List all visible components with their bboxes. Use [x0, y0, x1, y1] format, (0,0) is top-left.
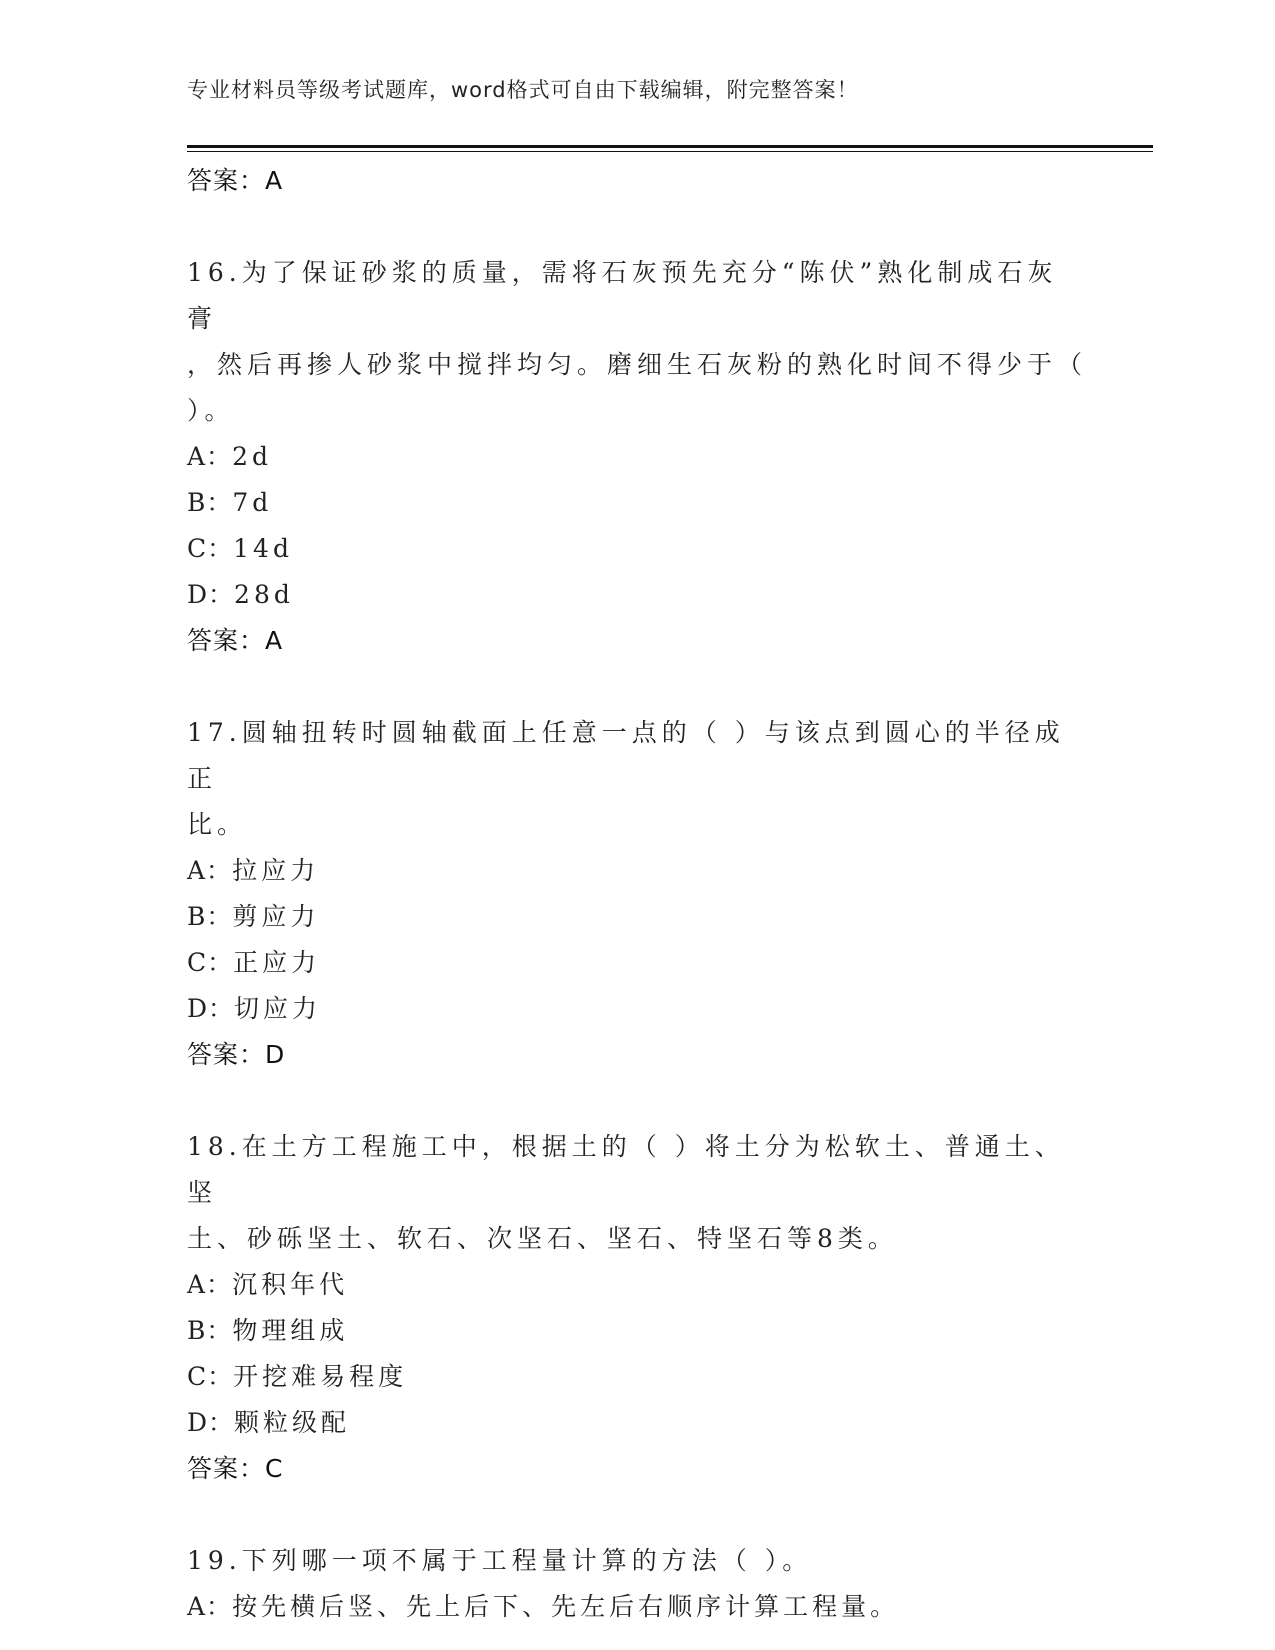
- option-label: B：: [187, 1316, 233, 1345]
- question-text-line: 19.下列哪一项不属于工程量计算的方法（ ）。: [187, 1546, 813, 1575]
- question-block: [187, 250, 1087, 710]
- questions-container: [187, 250, 1087, 1630]
- option-label: D：: [187, 580, 235, 609]
- spacer: [187, 1492, 1087, 1538]
- option-label: B：: [187, 488, 233, 517]
- option-label: C：: [187, 948, 234, 977]
- option-text: 物理组成: [232, 1316, 349, 1345]
- option-label: C：: [187, 1362, 234, 1391]
- question-text-line: 比。: [187, 810, 248, 839]
- option-row: [187, 848, 1087, 894]
- option-label: D：: [187, 994, 235, 1023]
- question-list: [187, 158, 1087, 1630]
- page-header: 专业材料员等级考试题库，word格式可自由下载编辑，附完整答案！: [187, 78, 859, 102]
- option-text: 2d: [232, 442, 272, 471]
- question-text-line: 18.在土方工程施工中，根据土的（ ）将土分为松软土、普通土、坚: [187, 1132, 1065, 1207]
- option-label: B：: [187, 902, 233, 931]
- spacer: [187, 204, 1087, 250]
- option-text: 正应力: [233, 948, 321, 977]
- option-text: 14d: [233, 534, 293, 563]
- option-text: 沉积年代: [232, 1270, 349, 1299]
- question-text-line: 17.圆轴扭转时圆轴截面上任意一点的（ ）与该点到圆心的半径成正: [187, 718, 1065, 793]
- question-text-line: 16.为了保证砂浆的质量，需将石灰预先充分“陈伏”熟化制成石灰膏: [187, 258, 1058, 333]
- option-row: [187, 986, 1087, 1032]
- question-block: [187, 1124, 1087, 1538]
- question-text-line: ，然后再掺人砂浆中搅拌均匀。磨细生石灰粉的熟化时间不得少于（: [187, 350, 1088, 379]
- option-row: [187, 480, 1087, 526]
- answer-line: 答案：D: [187, 1040, 286, 1069]
- option-row: [187, 894, 1087, 940]
- option-text: 7d: [232, 488, 273, 517]
- option-row: [187, 1354, 1087, 1400]
- option-label: A：: [187, 1270, 233, 1299]
- option-row: [187, 1584, 1087, 1630]
- option-text: 切应力: [234, 994, 322, 1023]
- previous-answer: 答案：A: [187, 166, 284, 195]
- question-block: [187, 710, 1087, 1124]
- spacer: [187, 664, 1087, 710]
- header-rule-thin: [187, 151, 1153, 152]
- answer-line: 答案：C: [187, 1454, 284, 1483]
- option-text: 按先横后竖、先上后下、先左后右顺序计算工程量。: [232, 1592, 900, 1621]
- option-text: 颗粒级配: [234, 1408, 351, 1437]
- option-row: [187, 1308, 1087, 1354]
- option-row: [187, 526, 1087, 572]
- option-label: C：: [187, 534, 234, 563]
- option-row: [187, 572, 1087, 618]
- header-rule-thick: [187, 145, 1153, 148]
- question-text-line: ）。: [187, 396, 235, 425]
- option-row: [187, 1262, 1087, 1308]
- option-text: 开挖难易程度: [233, 1362, 408, 1391]
- option-label: A：: [187, 442, 233, 471]
- question-block: [187, 1538, 1087, 1630]
- option-label: A：: [187, 1592, 233, 1621]
- option-row: [187, 1400, 1087, 1446]
- option-text: 28d: [234, 580, 294, 609]
- option-text: 拉应力: [232, 856, 320, 885]
- question-text-line: 土、砂砾坚土、软石、次坚石、坚石、特坚石等8类。: [187, 1224, 898, 1253]
- option-row: [187, 940, 1087, 986]
- answer-line: 答案：A: [187, 626, 284, 655]
- option-label: D：: [187, 1408, 235, 1437]
- option-label: A：: [187, 856, 233, 885]
- option-text: 剪应力: [232, 902, 320, 931]
- spacer: [187, 1078, 1087, 1124]
- option-row: [187, 434, 1087, 480]
